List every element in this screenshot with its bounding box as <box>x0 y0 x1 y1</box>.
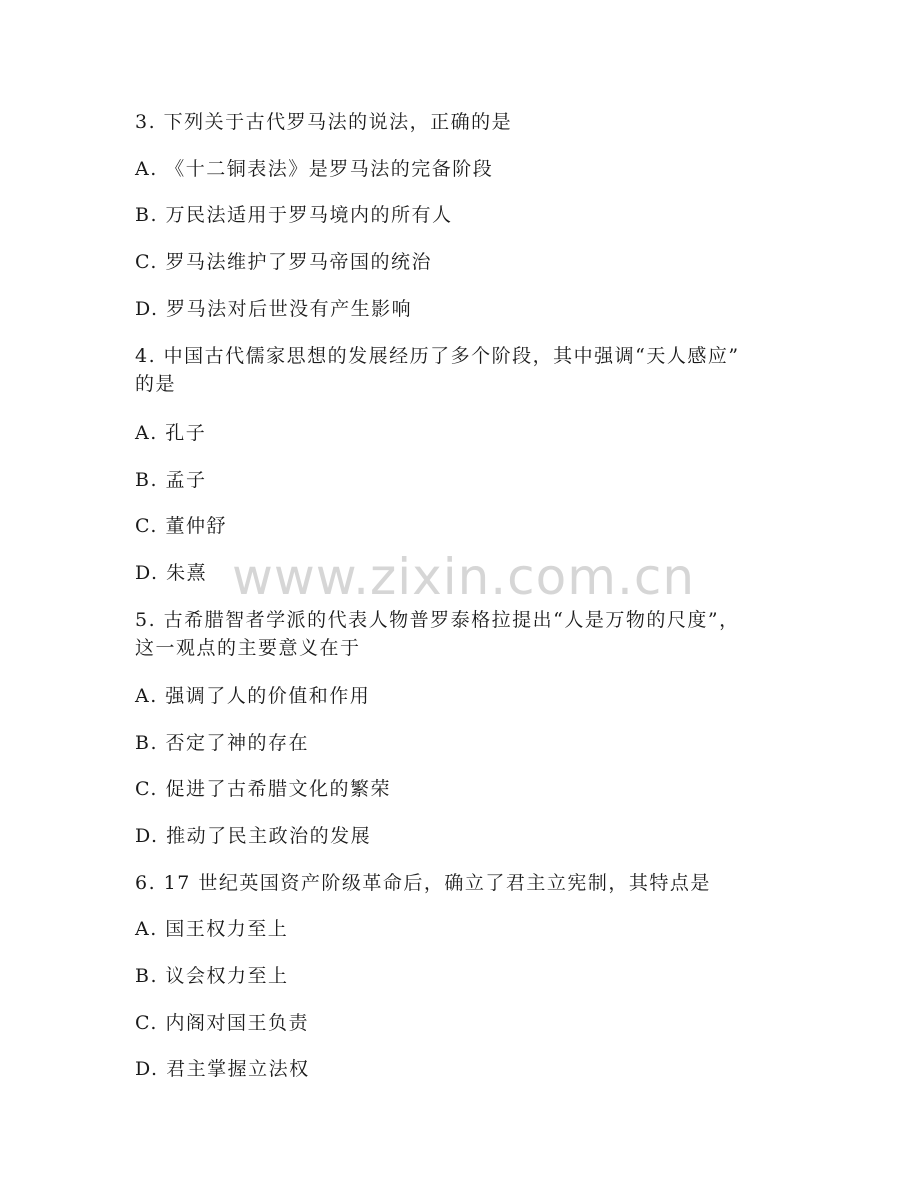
question-4-stem-line1: 4. 中国古代儒家思想的发展经历了多个阶段，其中强调“天人感应” <box>135 345 740 367</box>
question-4-option-d: D. 朱熹 <box>135 562 208 584</box>
question-3-option-d: D. 罗马法对后世没有产生影响 <box>135 298 413 320</box>
question-4-option-a: A. 孔子 <box>135 422 207 444</box>
question-3-option-a: A. 《十二铜表法》是罗马法的完备阶段 <box>135 158 494 180</box>
question-4-stem-line2: 的是 <box>135 373 177 395</box>
question-6-stem: 6. 17 世纪英国资产阶级革命后，确立了君主立宪制，其特点是 <box>135 872 711 894</box>
question-5-stem-line1: 5. 古希腊智者学派的代表人物普罗泰格拉提出“人是万物的尺度”， <box>135 609 740 631</box>
question-6-option-d: D. 君主掌握立法权 <box>135 1058 310 1080</box>
question-5-option-c: C. 促进了古希腊文化的繁荣 <box>135 778 391 800</box>
question-3-option-b: B. 万民法适用于罗马境内的所有人 <box>135 204 453 226</box>
watermark: www.zixin.com.cn <box>232 548 696 606</box>
question-5-stem-line2: 这一观点的主要意义在于 <box>135 637 361 659</box>
question-3-option-c: C. 罗马法维护了罗马帝国的统治 <box>135 251 432 273</box>
question-5-option-a: A. 强调了人的价值和作用 <box>135 685 371 707</box>
question-4-option-c: C. 董仲舒 <box>135 515 227 537</box>
question-3-stem: 3. 下列关于古代罗马法的说法，正确的是 <box>135 111 513 133</box>
question-6-option-c: C. 内阁对国王负责 <box>135 1012 309 1034</box>
question-5-option-d: D. 推动了民主政治的发展 <box>135 825 372 847</box>
question-6-option-a: A. 国王权力至上 <box>135 918 289 940</box>
question-5-option-b: B. 否定了神的存在 <box>135 732 310 754</box>
question-4-option-b: B. 孟子 <box>135 469 207 491</box>
question-6-option-b: B. 议会权力至上 <box>135 965 289 987</box>
